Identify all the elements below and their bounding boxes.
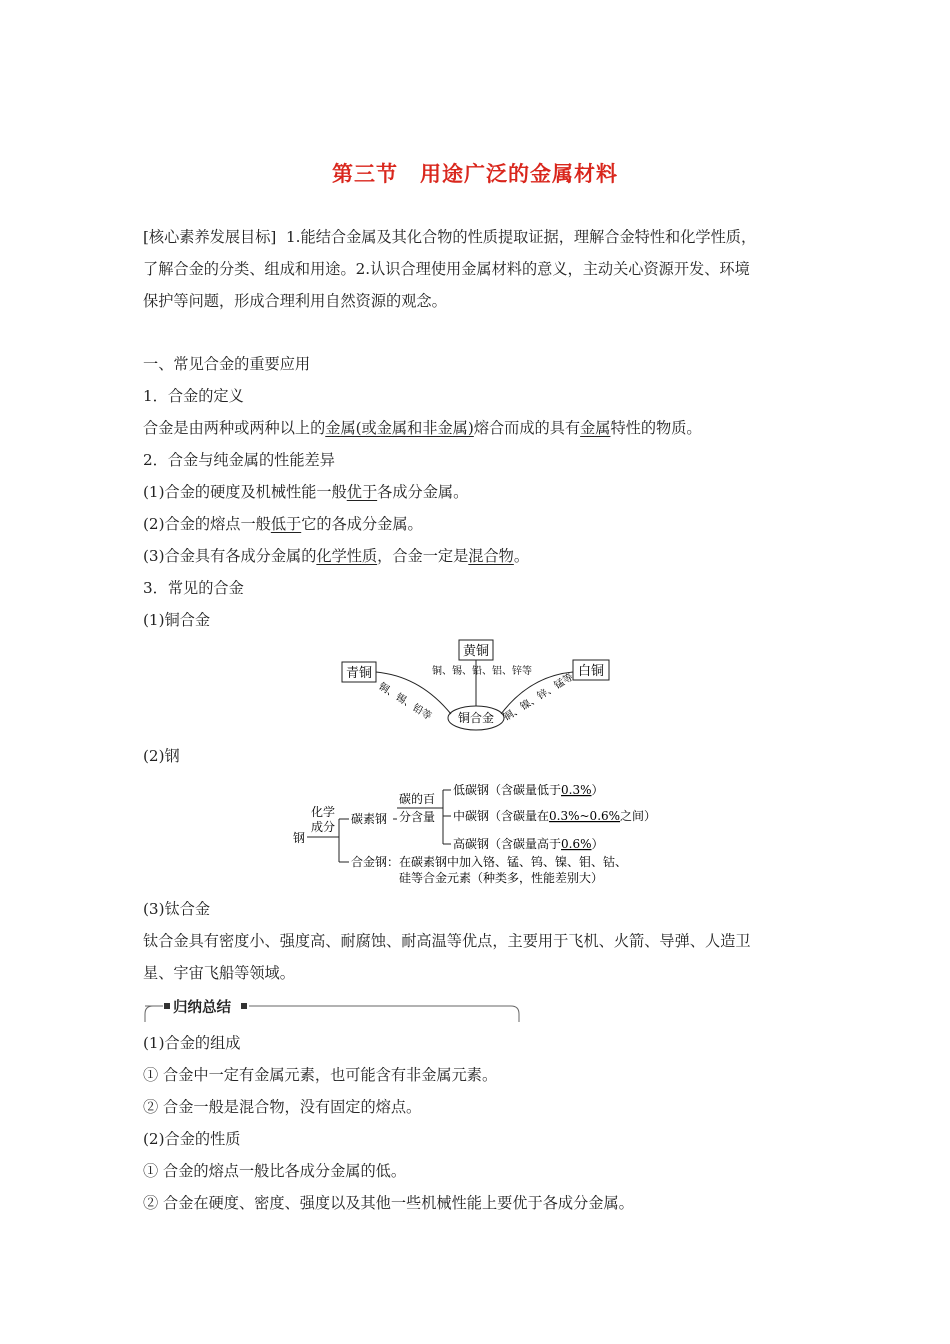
text-run: 熔合而成的具有 xyxy=(473,419,581,437)
goals-label: [核心素养发展目标] xyxy=(143,228,277,246)
summary-item-2: ② 合金一般是混合物，没有固定的熔点。 xyxy=(143,1098,422,1116)
summary-box-header xyxy=(143,996,521,1022)
low-carbon-steel: 低碳钢（含碳量低于0.3%） xyxy=(453,783,604,797)
text-run: ，合金一定是 xyxy=(377,547,469,565)
goals-line-2: 了解合金的分类、组成和用途。2.认识合理使用金属材料的意义，主动关心资源开发、环境 xyxy=(143,260,750,278)
summary-item-1: ① 合金中一定有金属元素，也可能含有非金属元素。 xyxy=(143,1066,498,1084)
summary-heading-2: (2)合金的性质 xyxy=(143,1130,241,1148)
top-box-label: 黄铜 xyxy=(462,644,490,659)
alloy-steel-line-1: 合金钢：在碳素钢中加入铬、锰、钨、镍、钼、钴、 xyxy=(351,855,628,869)
text-run: (2)合金的熔点一般 xyxy=(143,515,271,533)
composition-label-2: 成分 xyxy=(311,820,336,834)
steel-heading: (2)钢 xyxy=(143,747,180,765)
text-run: 特性的物质。 xyxy=(610,419,702,437)
section-heading: 一、常见合金的重要应用 xyxy=(143,355,311,373)
mid-carbon-steel: 中碳钢（含碳量在0.3%~0.6%之间） xyxy=(453,809,657,823)
titanium-line-1: 钛合金具有密度小、强度高、耐腐蚀、耐高温等优点，主要用于飞机、火箭、导弹、人造卫 xyxy=(143,932,751,950)
copper-alloy-heading: (1)铜合金 xyxy=(143,611,211,629)
center-label: 铜合金 xyxy=(457,711,495,725)
underlined-answer: 低于 xyxy=(270,515,302,533)
text-run: 它的各成分金属。 xyxy=(301,515,423,533)
text-run: 合金是由两种或两种以上的 xyxy=(143,419,326,437)
top-label: 铜、锡、铅、铝、锌等 xyxy=(432,666,532,677)
definition-heading: 1．合金的定义 xyxy=(143,387,244,405)
text-run: 各成分金属。 xyxy=(377,483,469,501)
right-label: 铜、镍、锌、锰等 xyxy=(501,671,576,724)
difference-item-1 xyxy=(143,481,468,503)
difference-item-2 xyxy=(143,513,423,535)
underlined-answer: 优于 xyxy=(346,483,378,501)
core-goals xyxy=(143,221,813,317)
underlined-answer: 化学性质 xyxy=(316,547,378,565)
steel-diagram xyxy=(285,776,665,888)
alloy-steel-line-2: 硅等合金元素（种类多，性能差别大） xyxy=(399,871,604,885)
underlined-answer: 金属 xyxy=(580,419,611,437)
summary-item-4: ② 合金在硬度、密度、强度以及其他一些机械性能上要优于各成分金属。 xyxy=(143,1194,634,1212)
goals-line-1: 1.能结合金属及其化合物的性质提取证据，理解合金特性和化学性质， xyxy=(286,228,757,246)
common-alloys-heading: 3．常见的合金 xyxy=(143,579,244,597)
titanium-heading: (3)钛合金 xyxy=(143,900,211,918)
title-text: 用途广泛的金属材料 xyxy=(420,162,618,186)
high-carbon-steel: 高碳钢（含碳量高于0.6%） xyxy=(453,837,604,851)
underlined-answer: 混合物 xyxy=(468,547,514,565)
definition-text xyxy=(143,417,702,439)
carbon-percent-label-2: 分含量 xyxy=(399,810,436,824)
text-run: (1)合金的硬度及机械性能一般 xyxy=(143,483,347,501)
summary-heading-1: (1)合金的组成 xyxy=(143,1034,241,1052)
carbon-steel-label: 碳素钢 xyxy=(351,812,388,826)
difference-item-3 xyxy=(143,545,529,567)
text-run: (3)合金具有各成分金属的 xyxy=(143,547,317,565)
left-box-label: 青铜 xyxy=(345,666,373,681)
left-label: 铜、锡、铅等 xyxy=(376,681,434,723)
text-run: 。 xyxy=(513,547,530,565)
composition-label-1: 化学 xyxy=(311,805,336,819)
summary-item-3: ① 合金的熔点一般比各成分金属的低。 xyxy=(143,1162,407,1180)
goals-line-3: 保护等问题，形成合理利用自然资源的观念。 xyxy=(143,292,447,310)
steel-root: 钢 xyxy=(293,831,306,845)
titanium-line-2: 星、宇宙飞船等领域。 xyxy=(143,964,295,982)
page-title xyxy=(0,158,950,188)
carbon-percent-label-1: 碳的百 xyxy=(399,792,436,806)
underlined-answer: 金属(或金属和非金属) xyxy=(325,419,474,437)
copper-alloy-diagram xyxy=(330,636,620,736)
title-section-number: 第三节 xyxy=(332,162,398,186)
summary-title: 归纳总结 xyxy=(173,1000,231,1016)
difference-heading: 2．合金与纯金属的性能差异 xyxy=(143,451,335,469)
right-box-label: 白铜 xyxy=(577,664,605,679)
